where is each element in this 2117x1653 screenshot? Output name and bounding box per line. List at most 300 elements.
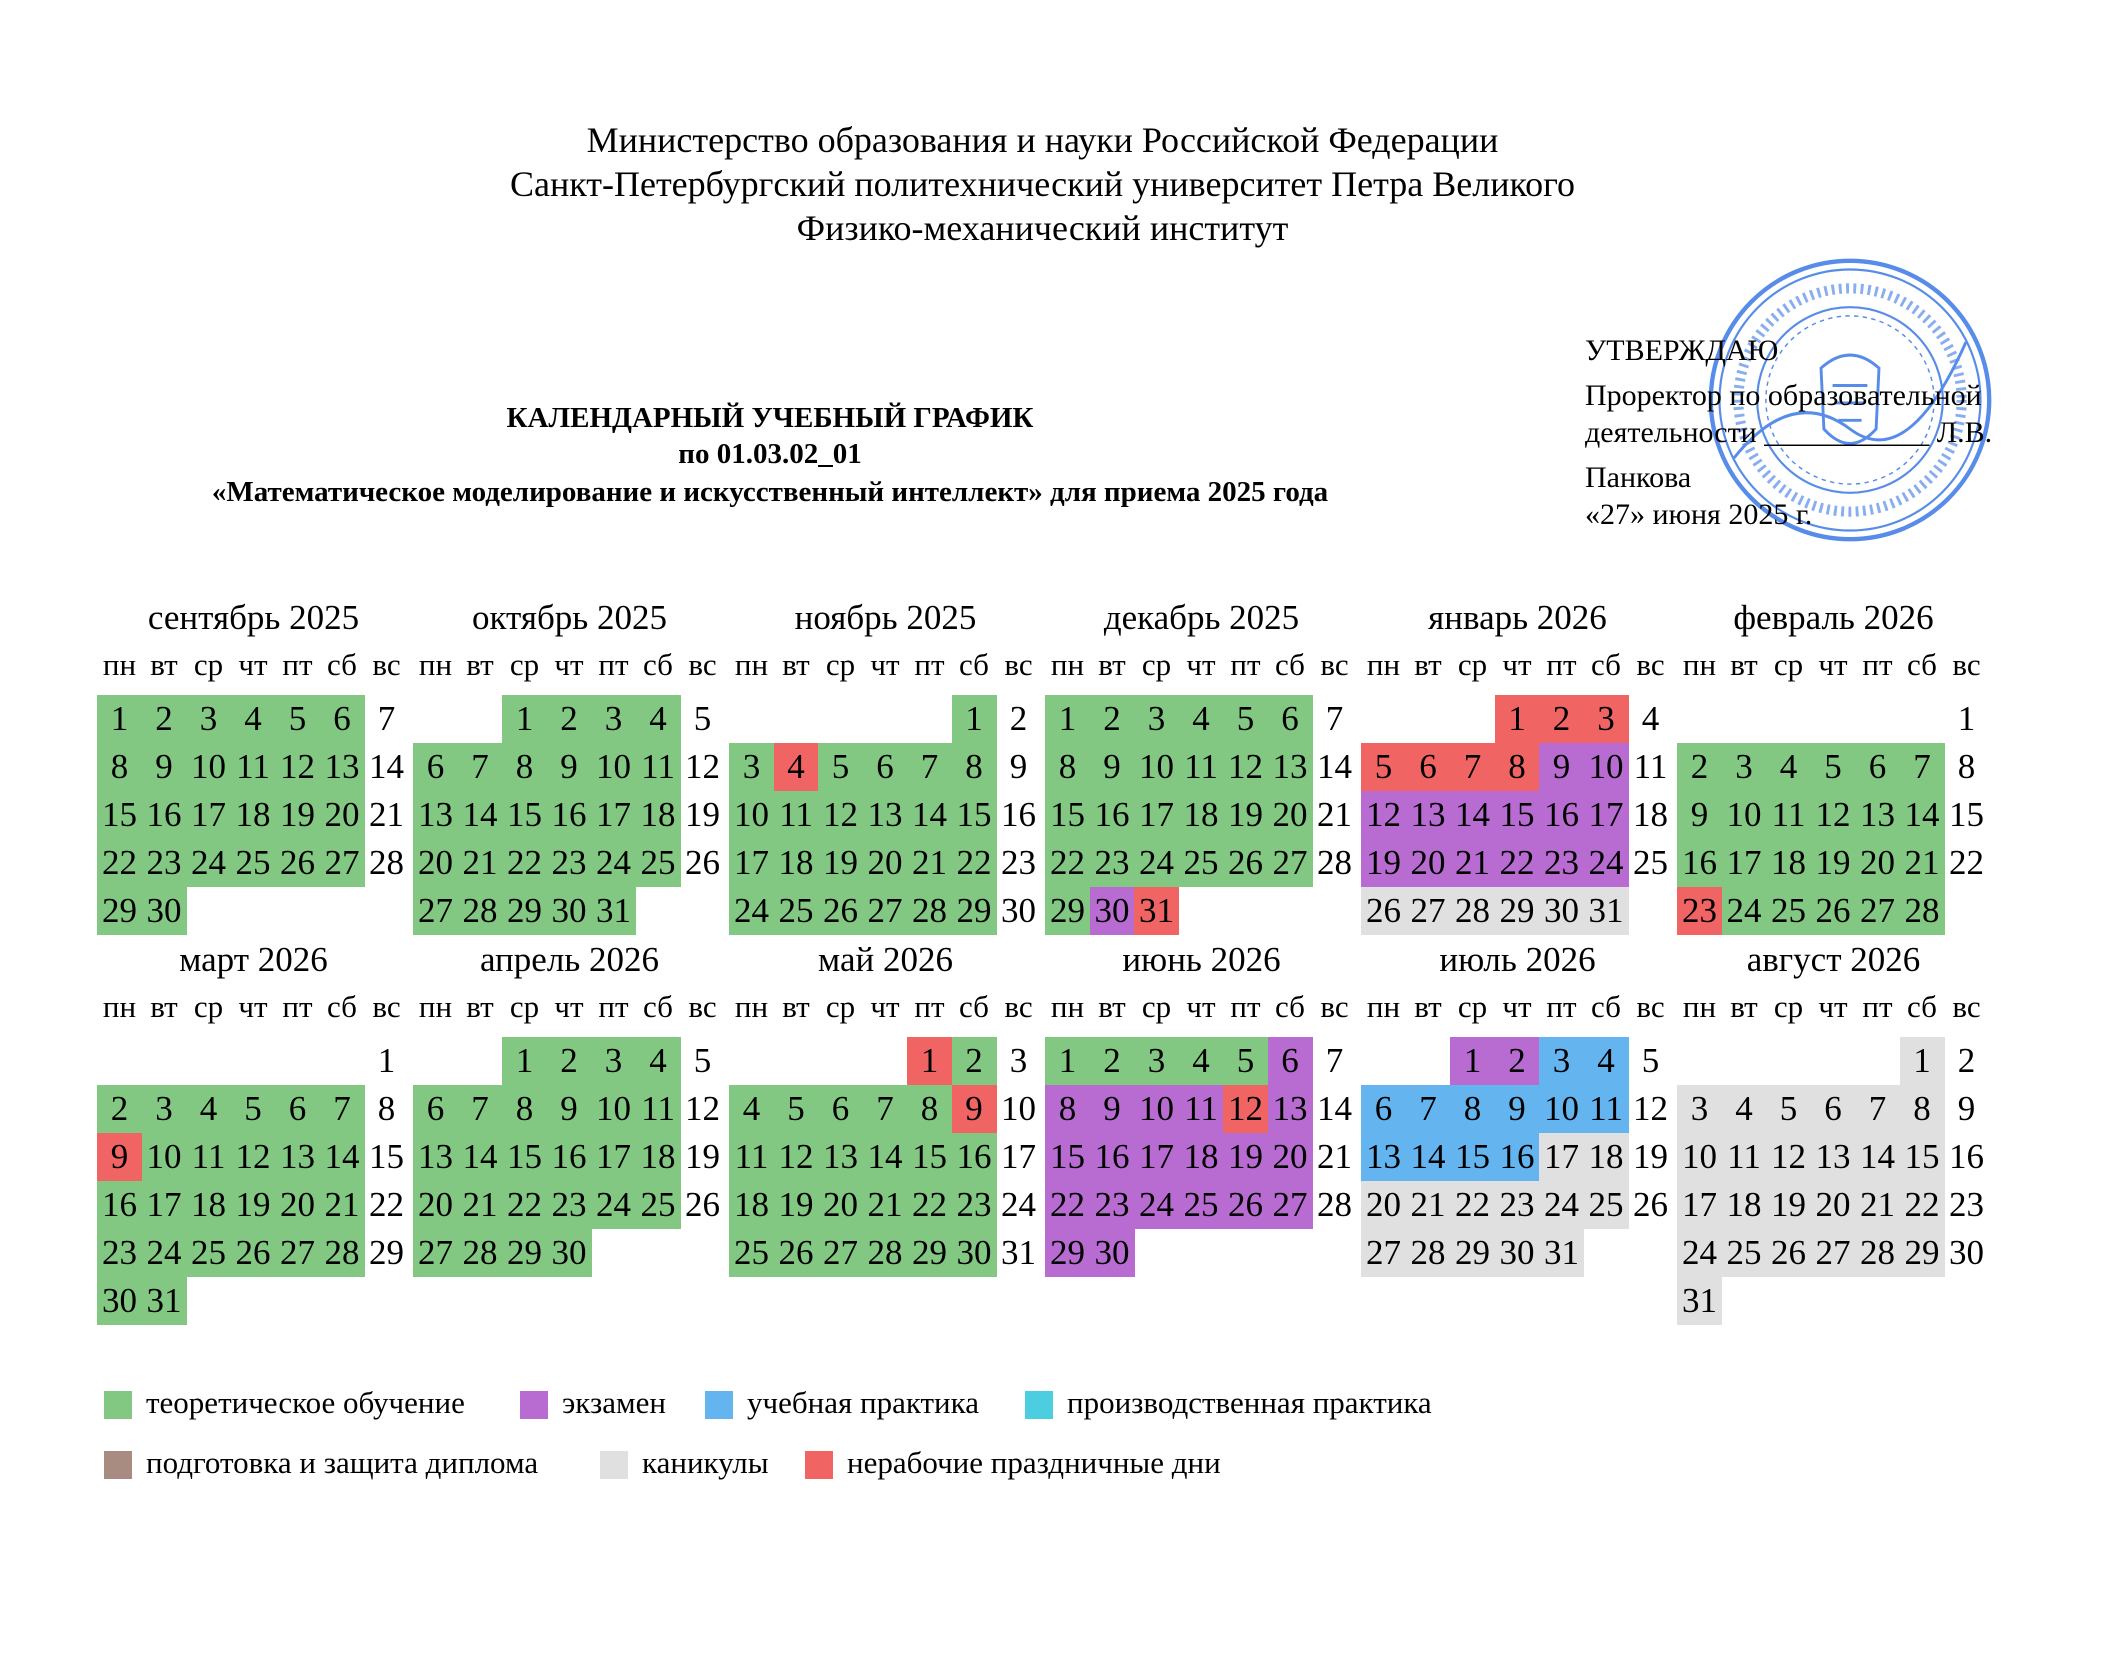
day-cell: 26 xyxy=(1223,839,1268,887)
day-cell: 25 xyxy=(636,1181,681,1229)
legend-label: производственная практика xyxy=(1067,1385,1432,1420)
day-cell: 27 xyxy=(863,887,908,935)
day-cell: 24 xyxy=(186,839,231,887)
day-cell: 28 xyxy=(320,1229,365,1277)
day-cell: 18 xyxy=(1633,795,1668,834)
day-cell: 6 xyxy=(863,743,908,791)
day-cell: 4 xyxy=(1641,699,1660,738)
day-cell: 22 xyxy=(1450,1181,1495,1229)
day-cell: 24 xyxy=(591,839,636,887)
day-cell: 31 xyxy=(142,1277,187,1325)
month-block xyxy=(413,940,726,1270)
day-cell: 15 xyxy=(97,791,142,839)
day-cell: 22 xyxy=(1495,839,1540,887)
weekday-label: пт xyxy=(1862,989,1893,1024)
day-cell: 17 xyxy=(1001,1137,1036,1176)
day-cell: 20 xyxy=(1268,791,1313,839)
day-cell: 20 xyxy=(320,791,365,839)
day-cell: 12 xyxy=(774,1133,819,1181)
day-cell: 24 xyxy=(1134,839,1179,887)
day-cell: 14 xyxy=(458,791,503,839)
month-name: октябрь 2025 xyxy=(472,598,667,637)
day-cell: 19 xyxy=(685,1137,720,1176)
day-cell: 2 xyxy=(1009,699,1028,738)
month-name: сентябрь 2025 xyxy=(147,598,360,637)
day-cell: 13 xyxy=(1811,1133,1856,1181)
weekday-label: ср xyxy=(1457,989,1488,1024)
day-cell: 18 xyxy=(729,1181,774,1229)
day-cell: 23 xyxy=(547,1181,592,1229)
day-cell: 5 xyxy=(774,1085,819,1133)
day-cell: 17 xyxy=(1134,1133,1179,1181)
day-cell: 28 xyxy=(907,887,952,935)
day-cell: 23 xyxy=(952,1181,997,1229)
day-cell: 31 xyxy=(1001,1233,1036,1272)
day-cell: 10 xyxy=(591,1085,636,1133)
weekday-label: пн xyxy=(734,989,769,1024)
day-cell: 5 xyxy=(275,695,320,743)
day-cell: 9 xyxy=(142,743,187,791)
day-cell: 4 xyxy=(729,1085,774,1133)
day-cell: 18 xyxy=(231,791,276,839)
day-cell: 14 xyxy=(320,1133,365,1181)
day-cell: 6 xyxy=(1406,743,1451,791)
day-cell: 3 xyxy=(729,743,774,791)
day-cell: 7 xyxy=(320,1085,365,1133)
day-cell: 25 xyxy=(1584,1181,1629,1229)
legend-swatch xyxy=(104,1391,132,1419)
weekday-label: вт xyxy=(1730,647,1758,682)
day-cell: 7 xyxy=(1450,743,1495,791)
day-cell: 3 xyxy=(591,1037,636,1085)
month-name: май 2026 xyxy=(818,940,953,979)
day-cell: 12 xyxy=(685,1089,720,1128)
day-cell: 22 xyxy=(502,1181,547,1229)
weekday-label: пт xyxy=(1546,647,1577,682)
approval-line-3: Панкова xyxy=(1585,461,1692,494)
day-cell: 9 xyxy=(1957,1089,1976,1128)
day-cell: 30 xyxy=(547,1229,592,1277)
day-cell: 1 xyxy=(1957,699,1976,738)
day-cell: 27 xyxy=(320,839,365,887)
month-block xyxy=(413,598,726,928)
day-cell: 22 xyxy=(1949,843,1984,882)
day-cell: 6 xyxy=(818,1085,863,1133)
day-cell: 21 xyxy=(1317,1137,1352,1176)
day-cell: 16 xyxy=(547,1133,592,1181)
day-cell: 28 xyxy=(458,1229,503,1277)
day-cell: 26 xyxy=(231,1229,276,1277)
day-cell: 15 xyxy=(1045,1133,1090,1181)
day-cell: 13 xyxy=(863,791,908,839)
weekday-label: вс xyxy=(688,647,717,682)
day-cell: 24 xyxy=(1539,1181,1584,1229)
weekday-label: вс xyxy=(372,647,401,682)
legend-swatch xyxy=(705,1391,733,1419)
weekday-label: сб xyxy=(1591,989,1621,1024)
day-cell: 4 xyxy=(1584,1037,1629,1085)
day-cell: 26 xyxy=(818,887,863,935)
weekday-label: сб xyxy=(1591,647,1621,682)
weekday-label: вт xyxy=(466,647,494,682)
day-cell: 14 xyxy=(1450,791,1495,839)
weekday-label: вс xyxy=(1004,647,1033,682)
weekday-label: пт xyxy=(598,989,629,1024)
weekday-label: вс xyxy=(1320,647,1349,682)
weekday-label: пн xyxy=(1682,647,1717,682)
day-cell: 17 xyxy=(142,1181,187,1229)
weekday-label: сб xyxy=(1907,647,1937,682)
day-cell: 11 xyxy=(231,743,276,791)
day-cell: 24 xyxy=(142,1229,187,1277)
day-cell: 11 xyxy=(729,1133,774,1181)
day-cell: 1 xyxy=(1045,695,1090,743)
day-cell: 10 xyxy=(1001,1089,1036,1128)
day-cell: 10 xyxy=(729,791,774,839)
weekday-label: вт xyxy=(1414,647,1442,682)
day-cell: 16 xyxy=(142,791,187,839)
day-cell: 29 xyxy=(1045,1229,1090,1277)
day-cell: 15 xyxy=(952,791,997,839)
day-cell: 27 xyxy=(1406,887,1451,935)
day-cell: 14 xyxy=(1406,1133,1451,1181)
day-cell: 10 xyxy=(1539,1085,1584,1133)
day-cell: 12 xyxy=(275,743,320,791)
day-cell: 5 xyxy=(1361,743,1406,791)
day-cell: 12 xyxy=(1223,1085,1268,1133)
day-cell: 27 xyxy=(1811,1229,1856,1277)
month-name: июнь 2026 xyxy=(1122,940,1281,979)
day-cell: 4 xyxy=(636,695,681,743)
day-cell: 16 xyxy=(1677,839,1722,887)
day-cell: 23 xyxy=(1949,1185,1984,1224)
day-cell: 31 xyxy=(1584,887,1629,935)
day-cell: 16 xyxy=(1090,791,1135,839)
weekday-label: сб xyxy=(643,989,673,1024)
day-cell: 15 xyxy=(1450,1133,1495,1181)
day-cell: 15 xyxy=(369,1137,404,1176)
day-cell: 9 xyxy=(1539,743,1584,791)
day-cell: 19 xyxy=(1361,839,1406,887)
month-block xyxy=(1361,940,1674,1270)
day-cell: 19 xyxy=(818,839,863,887)
day-cell: 7 xyxy=(863,1085,908,1133)
day-cell: 4 xyxy=(186,1085,231,1133)
day-cell: 2 xyxy=(142,695,187,743)
day-cell: 1 xyxy=(377,1041,396,1080)
day-cell: 17 xyxy=(729,839,774,887)
day-cell: 9 xyxy=(97,1133,142,1181)
day-cell: 10 xyxy=(1722,791,1767,839)
legend-swatch xyxy=(600,1451,628,1479)
day-cell: 30 xyxy=(1090,887,1135,935)
day-cell: 18 xyxy=(1179,1133,1224,1181)
day-cell: 1 xyxy=(1495,695,1540,743)
day-cell: 2 xyxy=(952,1037,997,1085)
day-cell: 14 xyxy=(1317,1089,1352,1128)
day-cell: 18 xyxy=(1584,1133,1629,1181)
day-cell: 21 xyxy=(1450,839,1495,887)
day-cell: 11 xyxy=(186,1133,231,1181)
day-cell: 16 xyxy=(1090,1133,1135,1181)
day-cell: 20 xyxy=(1361,1181,1406,1229)
weekday-label: сб xyxy=(1275,989,1305,1024)
day-cell: 11 xyxy=(1722,1133,1767,1181)
weekday-label: ср xyxy=(1141,989,1172,1024)
day-cell: 19 xyxy=(774,1181,819,1229)
day-cell: 27 xyxy=(413,1229,458,1277)
day-cell: 20 xyxy=(1855,839,1900,887)
day-cell: 2 xyxy=(547,1037,592,1085)
weekday-label: вс xyxy=(1636,989,1665,1024)
day-cell: 10 xyxy=(1584,743,1629,791)
weekday-label: вт xyxy=(150,647,178,682)
weekday-label: чт xyxy=(238,989,268,1024)
day-cell: 12 xyxy=(1361,791,1406,839)
day-cell: 7 xyxy=(458,743,503,791)
month-block xyxy=(1677,598,1990,928)
day-cell: 2 xyxy=(97,1085,142,1133)
day-cell: 11 xyxy=(1584,1085,1629,1133)
day-cell: 29 xyxy=(952,887,997,935)
day-cell: 19 xyxy=(1811,839,1856,887)
day-cell: 4 xyxy=(1722,1085,1767,1133)
day-cell: 5 xyxy=(231,1085,276,1133)
day-cell: 5 xyxy=(1223,1037,1268,1085)
day-cell: 21 xyxy=(458,1181,503,1229)
day-cell: 5 xyxy=(1811,743,1856,791)
day-cell: 25 xyxy=(1766,887,1811,935)
day-cell: 6 xyxy=(413,1085,458,1133)
day-cell: 28 xyxy=(369,843,404,882)
day-cell: 12 xyxy=(818,791,863,839)
approval-line-2: деятельности ___________ Л.В. xyxy=(1585,416,1993,449)
day-cell: 30 xyxy=(1090,1229,1135,1277)
month-block xyxy=(729,940,1042,1270)
day-cell: 11 xyxy=(636,1085,681,1133)
weekday-label: вс xyxy=(1320,989,1349,1024)
day-cell: 10 xyxy=(186,743,231,791)
day-cell: 30 xyxy=(1001,891,1036,930)
day-cell: 8 xyxy=(907,1085,952,1133)
weekday-label: сб xyxy=(959,989,989,1024)
weekday-label: сб xyxy=(1275,647,1305,682)
day-cell: 19 xyxy=(1223,791,1268,839)
day-cell: 14 xyxy=(1900,791,1945,839)
day-cell: 25 xyxy=(729,1229,774,1277)
weekday-label: пт xyxy=(1230,989,1261,1024)
weekday-label: пн xyxy=(1366,647,1401,682)
day-cell: 24 xyxy=(729,887,774,935)
day-cell: 15 xyxy=(1045,791,1090,839)
day-cell: 28 xyxy=(1317,1185,1352,1224)
day-cell: 23 xyxy=(1090,839,1135,887)
day-cell: 22 xyxy=(369,1185,404,1224)
day-cell: 31 xyxy=(1677,1277,1722,1325)
weekday-label: вт xyxy=(1730,989,1758,1024)
day-cell: 1 xyxy=(502,695,547,743)
month-block xyxy=(97,940,410,1320)
day-cell: 25 xyxy=(1179,839,1224,887)
day-cell: 24 xyxy=(591,1181,636,1229)
day-cell: 3 xyxy=(1134,695,1179,743)
day-cell: 16 xyxy=(97,1181,142,1229)
day-cell: 8 xyxy=(1450,1085,1495,1133)
day-cell: 25 xyxy=(1633,843,1668,882)
day-cell: 17 xyxy=(591,791,636,839)
weekday-label: ср xyxy=(825,647,856,682)
day-cell: 6 xyxy=(1855,743,1900,791)
day-cell: 29 xyxy=(907,1229,952,1277)
title-line-1: КАЛЕНДАРНЫЙ УЧЕБНЫЙ ГРАФИК xyxy=(506,402,1034,434)
day-cell: 30 xyxy=(97,1277,142,1325)
day-cell: 18 xyxy=(1722,1181,1767,1229)
weekday-label: пн xyxy=(1050,989,1085,1024)
day-cell: 27 xyxy=(1855,887,1900,935)
day-cell: 12 xyxy=(1766,1133,1811,1181)
legend-swatch xyxy=(805,1451,833,1479)
day-cell: 11 xyxy=(1179,743,1224,791)
title-line-3: «Математическое моделирование и искусственный интеллект» для приема 2025 года xyxy=(211,476,1329,508)
day-cell: 16 xyxy=(1495,1133,1540,1181)
day-cell: 7 xyxy=(458,1085,503,1133)
day-cell: 8 xyxy=(952,743,997,791)
day-cell: 22 xyxy=(502,839,547,887)
weekday-label: вт xyxy=(1414,989,1442,1024)
weekday-label: пн xyxy=(1682,989,1717,1024)
day-cell: 8 xyxy=(1045,1085,1090,1133)
day-cell: 13 xyxy=(320,743,365,791)
day-cell: 5 xyxy=(1766,1085,1811,1133)
day-cell: 20 xyxy=(413,839,458,887)
day-cell: 5 xyxy=(1223,695,1268,743)
weekday-label: ср xyxy=(509,647,540,682)
day-cell: 29 xyxy=(502,887,547,935)
day-cell: 23 xyxy=(1001,843,1036,882)
day-cell: 10 xyxy=(591,743,636,791)
day-cell: 14 xyxy=(369,747,404,786)
day-cell: 14 xyxy=(458,1133,503,1181)
day-cell: 27 xyxy=(275,1229,320,1277)
day-cell: 24 xyxy=(1134,1181,1179,1229)
day-cell: 9 xyxy=(1677,791,1722,839)
day-cell: 17 xyxy=(1722,839,1767,887)
weekday-label: чт xyxy=(1186,989,1216,1024)
weekday-label: ср xyxy=(825,989,856,1024)
day-cell: 30 xyxy=(952,1229,997,1277)
day-cell: 22 xyxy=(952,839,997,887)
day-cell: 21 xyxy=(1900,839,1945,887)
institute-line: Физико-механический институт xyxy=(796,208,1289,248)
day-cell: 7 xyxy=(907,743,952,791)
day-cell: 24 xyxy=(1677,1229,1722,1277)
day-cell: 20 xyxy=(1811,1181,1856,1229)
day-cell: 17 xyxy=(591,1133,636,1181)
day-cell: 3 xyxy=(1677,1085,1722,1133)
weekday-label: вс xyxy=(688,989,717,1024)
weekday-label: вс xyxy=(1952,989,1981,1024)
weekday-label: сб xyxy=(327,647,357,682)
day-cell: 10 xyxy=(1134,1085,1179,1133)
day-cell: 17 xyxy=(186,791,231,839)
day-cell: 9 xyxy=(1009,747,1028,786)
weekday-label: пн xyxy=(734,647,769,682)
day-cell: 7 xyxy=(1406,1085,1451,1133)
day-cell: 1 xyxy=(502,1037,547,1085)
month-name: март 2026 xyxy=(179,940,328,979)
day-cell: 9 xyxy=(547,743,592,791)
day-cell: 15 xyxy=(502,791,547,839)
day-cell: 8 xyxy=(1900,1085,1945,1133)
day-cell: 22 xyxy=(97,839,142,887)
weekday-label: вс xyxy=(372,989,401,1024)
approval-date: «27» июня 2025 г. xyxy=(1585,498,1813,531)
day-cell: 9 xyxy=(1495,1085,1540,1133)
month-name: июль 2026 xyxy=(1439,940,1596,979)
weekday-label: ср xyxy=(193,989,224,1024)
day-cell: 18 xyxy=(1766,839,1811,887)
day-cell: 21 xyxy=(458,839,503,887)
day-cell: 13 xyxy=(1268,743,1313,791)
day-cell: 13 xyxy=(1406,791,1451,839)
day-cell: 13 xyxy=(1361,1133,1406,1181)
day-cell: 20 xyxy=(1268,1133,1313,1181)
day-cell: 6 xyxy=(1361,1085,1406,1133)
day-cell: 22 xyxy=(1900,1181,1945,1229)
day-cell: 5 xyxy=(818,743,863,791)
weekday-label: ср xyxy=(1773,989,1804,1024)
day-cell: 9 xyxy=(952,1085,997,1133)
weekday-label: ср xyxy=(1457,647,1488,682)
day-cell: 30 xyxy=(1495,1229,1540,1277)
day-cell: 30 xyxy=(547,887,592,935)
weekday-label: пт xyxy=(1230,647,1261,682)
day-cell: 28 xyxy=(1450,887,1495,935)
day-cell: 16 xyxy=(1949,1137,1984,1176)
day-cell: 18 xyxy=(186,1181,231,1229)
day-cell: 27 xyxy=(818,1229,863,1277)
month-block xyxy=(1045,598,1358,928)
month-block xyxy=(729,598,1042,928)
day-cell: 7 xyxy=(377,699,396,738)
day-cell: 16 xyxy=(547,791,592,839)
weekday-label: пн xyxy=(1050,647,1085,682)
weekday-label: чт xyxy=(1818,989,1848,1024)
day-cell: 7 xyxy=(1325,1041,1344,1080)
day-cell: 22 xyxy=(1045,1181,1090,1229)
weekday-label: вт xyxy=(1098,647,1126,682)
month-name: апрель 2026 xyxy=(479,940,660,979)
day-cell: 26 xyxy=(774,1229,819,1277)
day-cell: 23 xyxy=(1495,1181,1540,1229)
day-cell: 8 xyxy=(502,1085,547,1133)
legend-label: подготовка и защита диплома xyxy=(146,1445,539,1480)
day-cell: 17 xyxy=(1677,1181,1722,1229)
weekday-label: ср xyxy=(1141,647,1172,682)
day-cell: 18 xyxy=(636,791,681,839)
day-cell: 5 xyxy=(1641,1041,1660,1080)
weekday-label: чт xyxy=(238,647,268,682)
day-cell: 4 xyxy=(774,743,819,791)
day-cell: 7 xyxy=(1855,1085,1900,1133)
day-cell: 15 xyxy=(502,1133,547,1181)
weekday-label: вт xyxy=(466,989,494,1024)
weekday-label: ср xyxy=(509,989,540,1024)
day-cell: 26 xyxy=(1223,1181,1268,1229)
day-cell: 14 xyxy=(907,791,952,839)
day-cell: 18 xyxy=(636,1133,681,1181)
day-cell: 20 xyxy=(1406,839,1451,887)
